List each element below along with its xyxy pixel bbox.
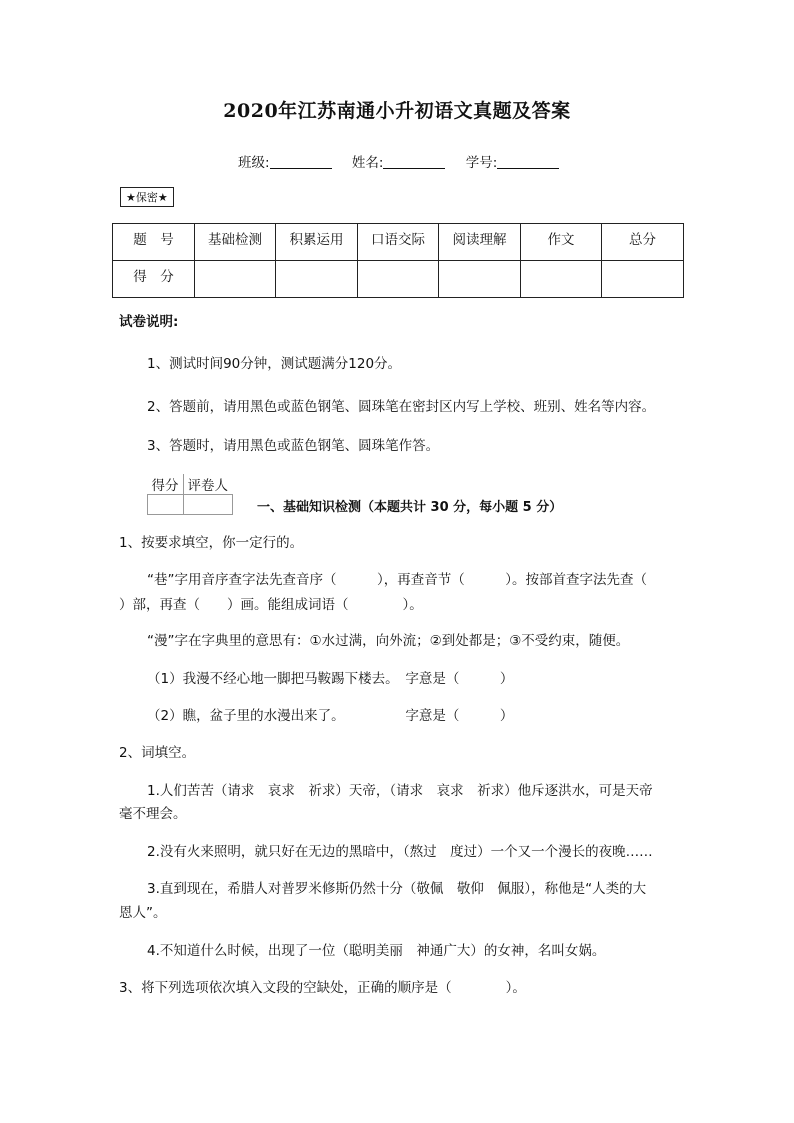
section-heading: 一、基础知识检测（本题共计 30 分，每小题 5 分）	[257, 500, 563, 515]
question-1-sub: （2）瞧，盆子里的水漫出来了。 字意是（ ）	[147, 708, 514, 724]
grader-reviewer-cell[interactable]	[183, 495, 232, 515]
score-cell[interactable]	[276, 261, 358, 298]
score-table-header-row	[113, 224, 684, 261]
name-blank[interactable]	[383, 154, 445, 169]
header-cell: 作文	[521, 224, 602, 261]
question-1-line: “巷”字用音序查字法先查音序（ ），再查音节（ ）。按部首查字法先查（	[147, 572, 647, 588]
score-cell[interactable]	[439, 261, 521, 298]
question-2-item: 4.不知道什么时候，出现了一位（聪明美丽 神通广大）的女神，名叫女娲。	[147, 943, 606, 959]
score-table	[112, 223, 684, 298]
question-2-item: 3.直到现在，希腊人对普罗米修斯仍然十分（敬佩 敬仰 佩服），称他是“人类的大	[147, 881, 647, 897]
student-id-blank[interactable]	[497, 154, 559, 169]
question-2-item: 毫不理会。	[119, 806, 187, 822]
student-id-label: 学号:	[465, 155, 498, 171]
header-cell: 基础检测	[195, 224, 276, 261]
header-cell: 口语交际	[358, 224, 439, 261]
question-2-item: 恩人”。	[119, 905, 167, 921]
question-1-sub: （1）我漫不经心地一脚把马鞍踢下楼去。 字意是（ ）	[147, 671, 514, 687]
header-cell: 总分	[602, 224, 684, 261]
instruction-item: 1、测试时间90分钟，测试题满分120分。	[147, 356, 402, 372]
instruction-item: 2、答题前，请用黑色或蓝色钢笔、圆珠笔在密封区内写上学校、班别、姓名等内容。	[147, 399, 656, 415]
score-cell[interactable]	[358, 261, 439, 298]
name-label: 姓名:	[351, 155, 384, 171]
grader-score-label: 得分	[148, 474, 184, 495]
student-info-line	[238, 151, 575, 171]
grader-reviewer-label: 评卷人	[183, 474, 232, 495]
score-row-label: 得 分	[113, 261, 195, 298]
score-table-score-row	[113, 261, 684, 298]
grader-table	[147, 474, 233, 515]
question-2-stem: 2、词填空。	[119, 745, 196, 761]
instructions-heading: 试卷说明:	[119, 314, 179, 330]
class-blank[interactable]	[270, 154, 332, 169]
question-2-item: 1.人们苦苦（请求 哀求 祈求）天帝，（请求 哀求 祈求）他斥逐洪水，可是天帝	[147, 783, 653, 799]
question-1-stem: 1、按要求填空，你一定行的。	[119, 535, 304, 551]
question-3-stem: 3、将下列选项依次填入文段的空缺处，正确的顺序是（ ）。	[119, 980, 526, 996]
score-cell[interactable]	[521, 261, 602, 298]
instruction-item: 3、答题时，请用黑色或蓝色钢笔、圆珠笔作答。	[147, 438, 440, 454]
question-1-line: “漫”字在字典里的意思有：①水过满，向外流；②到处都是；③不受约束，随便。	[147, 633, 630, 649]
header-cell: 阅读理解	[439, 224, 521, 261]
score-cell[interactable]	[195, 261, 276, 298]
grader-score-cell[interactable]	[148, 495, 184, 515]
header-cell: 积累运用	[276, 224, 358, 261]
page-title: 2020年江苏南通小升初语文真题及答案	[223, 100, 571, 122]
score-cell[interactable]	[602, 261, 684, 298]
class-label: 班级:	[238, 155, 270, 171]
confidential-badge: ★保密★	[120, 187, 174, 207]
question-1-line: ）部，再查（ ）画。能组成词语（ ）。	[119, 597, 423, 613]
question-2-item: 2.没有火来照明，就只好在无边的黑暗中，（熬过 度过）一个又一个漫长的夜晚……	[147, 844, 653, 860]
header-cell: 题 号	[113, 224, 195, 261]
